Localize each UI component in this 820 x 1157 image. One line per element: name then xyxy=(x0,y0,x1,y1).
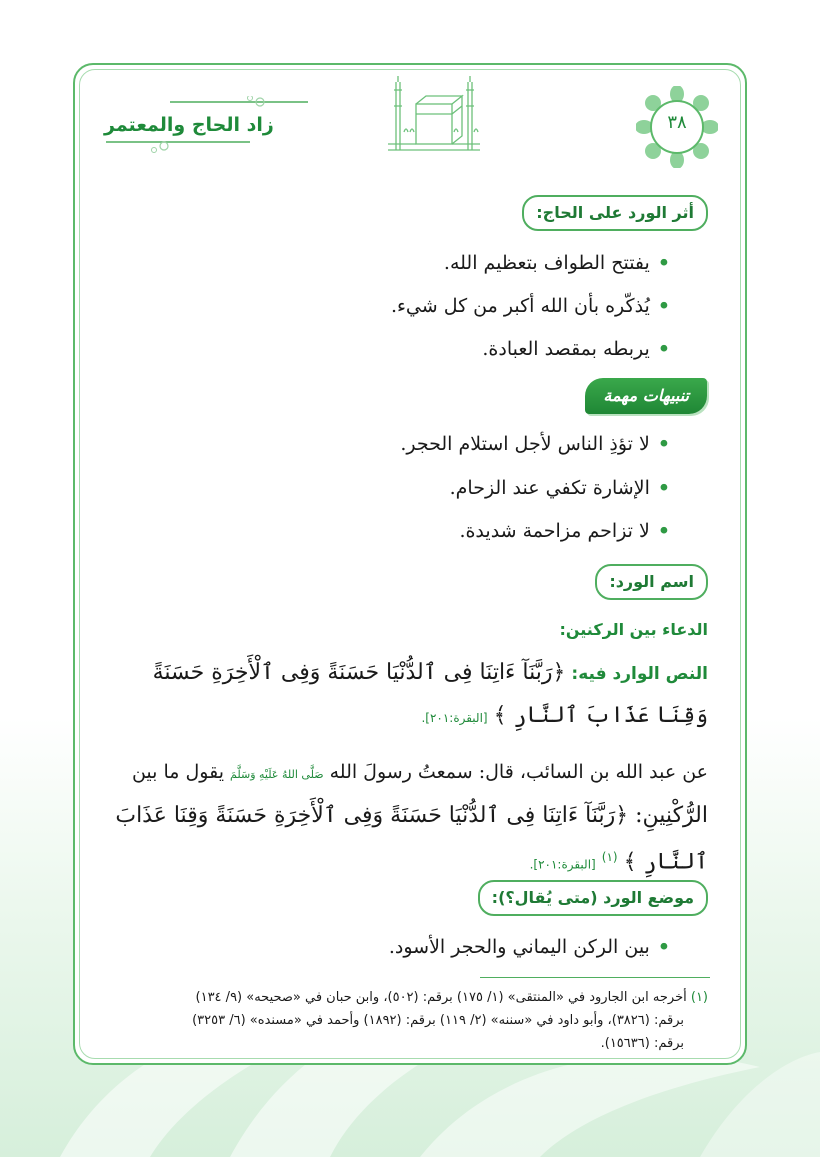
hadith-line-2: الرُّكْنِينِ: ﴿رَبَّنَآ ءَاتِنَا فِى ٱلدُّنْيَا حَسَنَةً وَفِى ٱلْأَخِرَةِ حَسَنَةً وَقِنَا عَذَابَ xyxy=(115,803,708,828)
book-title: زاد الحاج والمعتمر xyxy=(104,114,274,136)
ward-name: الدعاء بين الركنين: xyxy=(559,620,708,639)
bullet-dot-icon: • xyxy=(657,252,670,274)
section-heading-place: موضع الورد (متى يُقال؟): xyxy=(478,880,708,916)
footnote-line-1: أخرجه ابن الجارود في «المنتقى» (١/ ١٧٥) برقم: (٥٠٢)، وابن حبان في «صحيحه» (٩/ ١٣٤) xyxy=(195,990,687,1005)
hadith-line-1a: عن عبد الله بن السائب، قال: سمعتُ رسولَ الله xyxy=(329,761,708,783)
list-item: •يُذكّره بأن الله أكبر من كل شيء. xyxy=(390,295,670,317)
footnote-number: (١) xyxy=(690,990,708,1005)
footnote-line-2: برقم: (٣٨٢٦)، وأبو داود في «سننه» (٢/ ١١٩) برقم: (١٨٩٢) وأحمد في «مسنده» (٦/ ٣٢٥٣) xyxy=(192,1013,684,1028)
section-heading-name: اسم الورد: xyxy=(595,564,708,600)
bullet-dot-icon: • xyxy=(657,433,670,455)
salla-glyph: صَلَّى اللهُ عَلَيْهِ وَسَلَّمَ xyxy=(230,768,324,781)
list-item: •بين الركن اليماني والحجر الأسود. xyxy=(388,936,670,958)
section-heading-effect: أثر الورد على الحاج: xyxy=(522,195,708,231)
list-item: •لا تزاحم مزاحمة شديدة. xyxy=(459,520,670,542)
hadith-line-1b: يقول ما بين xyxy=(131,761,224,783)
text-label: النص الوارد فيه: xyxy=(571,664,708,684)
hadith-reference: [البقرة:٢٠١]. xyxy=(529,857,596,872)
verse-line-1: ﴿رَبَّنَآ ءَاتِنَا فِى ٱلدُّنْيَا حَسَنَةً وَفِى ٱلْأَخِرَةِ حَسَنَةً xyxy=(152,660,566,685)
footnote-mark: (١) xyxy=(601,850,618,864)
bullet-dot-icon: • xyxy=(657,477,670,499)
list-item: •يربطه بمقصد العبادة. xyxy=(482,338,670,360)
bullet-dot-icon: • xyxy=(657,520,670,542)
verse-line-2: وَقِنَا عَذَابَ ٱلنَّارِ ﴾ xyxy=(493,703,708,728)
footnote-divider xyxy=(480,977,710,978)
hadith-line-3: ٱلنَّارِ ﴾ xyxy=(623,849,708,875)
list-item: •يفتتح الطواف بتعظيم الله. xyxy=(443,252,670,274)
bullet-dot-icon: • xyxy=(657,936,670,958)
bullet-dot-icon: • xyxy=(657,338,670,360)
verse-paragraph xyxy=(110,652,708,739)
bullet-dot-icon: • xyxy=(657,295,670,317)
section-heading-notes: تنبيهات مهمة xyxy=(585,378,707,414)
hadith-paragraph xyxy=(110,752,708,885)
footnote xyxy=(110,986,708,1055)
kaaba-emblem-icon xyxy=(386,76,482,156)
list-item: •الإشارة تكفي عند الزحام. xyxy=(449,477,670,499)
footnote-line-3: برقم: (١٥٦٣٦). xyxy=(600,1036,684,1051)
list-item: •لا تؤذِ الناس لأجل استلام الحجر. xyxy=(400,433,670,455)
page-number: ٣٨ xyxy=(667,112,687,133)
verse-reference: [البقرة:٢٠١]. xyxy=(421,711,488,725)
